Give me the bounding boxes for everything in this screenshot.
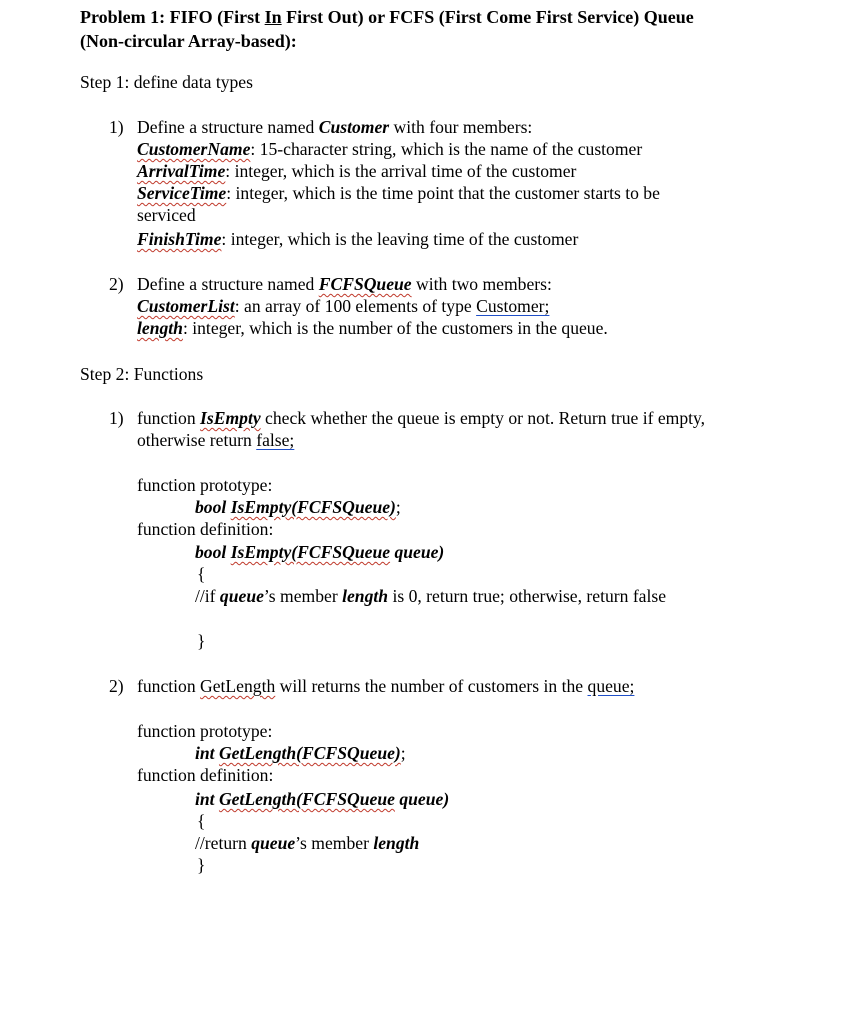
step2-heading: Step 2: Functions: [80, 364, 204, 384]
member-service-time: ServiceTime: integer, which is the time point that the customer starts to be: [137, 183, 660, 203]
problem-title-line-2: (Non-circular Array-based):: [80, 31, 297, 51]
isempty-open-brace: {: [197, 564, 206, 584]
isempty-definition-label: function definition:: [137, 519, 274, 539]
isempty-description-line-2: otherwise return false;: [137, 430, 295, 450]
member-service-time-continued: serviced: [137, 205, 196, 225]
getlength-definition-label: function definition:: [137, 765, 274, 785]
getlength-prototype-label: function prototype:: [137, 721, 273, 741]
function1-number: 1): [109, 408, 124, 428]
member-arrival-time: ArrivalTime: integer, which is the arrival time of the customer: [137, 161, 577, 181]
getlength-body-comment: //return queue’s member length: [195, 833, 420, 853]
member-customer-list: CustomerList: an array of 100 elements of type Customer;: [137, 296, 550, 316]
step1-item1-number: 1): [109, 117, 124, 137]
step1-heading: Step 1: define data types: [80, 72, 253, 92]
isempty-prototype: bool IsEmpty(FCFSQueue);: [195, 497, 401, 517]
function2-number: 2): [109, 676, 124, 696]
getlength-definition-signature: int GetLength(FCFSQueue queue): [195, 789, 450, 809]
getlength-description: function GetLength will returns the number of customers in the queue;: [137, 676, 635, 696]
member-customer-name: CustomerName: 15-character string, which is the name of the customer: [137, 139, 643, 159]
isempty-definition-signature: bool IsEmpty(FCFSQueue queue): [195, 542, 445, 562]
member-length: length: integer, which is the number of the customers in the queue.: [137, 318, 608, 338]
getlength-prototype: int GetLength(FCFSQueue);: [195, 743, 406, 763]
getlength-open-brace: {: [197, 811, 206, 831]
isempty-body-comment: //if queue’s member length is 0, return true; otherwise, return false: [195, 586, 667, 606]
isempty-description-line-1: function IsEmpty check whether the queue is empty or not. Return true if empty,: [137, 408, 706, 428]
member-finish-time: FinishTime: integer, which is the leaving time of the customer: [137, 229, 579, 249]
problem-title-line-1: Problem 1: FIFO (First In First Out) or FCFS (First Come First Service) Queue: [80, 7, 694, 27]
isempty-prototype-label: function prototype:: [137, 475, 273, 495]
getlength-close-brace: }: [197, 855, 206, 875]
fcfsqueue-struct-intro: Define a structure named FCFSQueue with two members:: [137, 274, 552, 294]
step1-item2-number: 2): [109, 274, 124, 294]
customer-struct-intro: Define a structure named Customer with four members:: [137, 117, 533, 137]
isempty-close-brace: }: [197, 631, 206, 651]
